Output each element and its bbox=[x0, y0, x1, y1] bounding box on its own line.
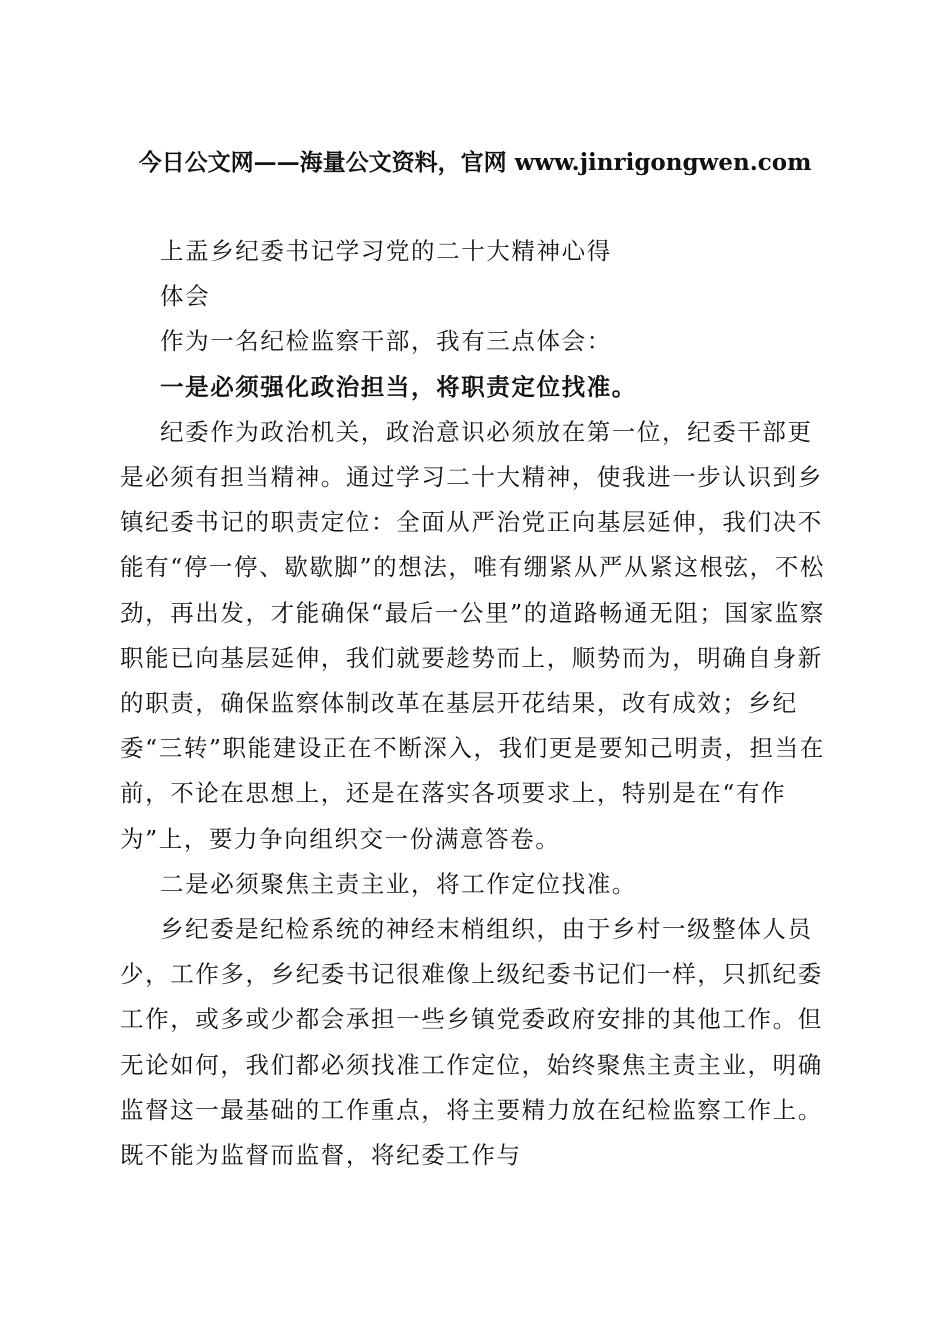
section-2-paragraph: 乡纪委是纪检系统的神经末梢组织，由于乡村一级整体人员少，工作多，乡纪委书记很难像上级纪委书记们一样，只抓纪委工作，或多或少都会承担一些乡镇党委政府安排的其他工作。但无论如何，我们都必须找准工作定位，始终聚焦主责主业，明确监督这一最基础的工作重点，将主要精力放在纪检监察工作上。既不能为监督而监督，将纪委工作与 bbox=[120, 915, 823, 1170]
section-1-paragraph: 纪委作为政治机关，政治意识必须放在第一位，纪委干部更是必须有担当精神。通过学习二十大精神，使我进一步认识到乡镇纪委书记的职责定位：全面从严治党正向基层延伸，我们决不能有“停一停、歇歇脚”的想法，唯有绷紧从严从紧这根弦，不松劲，再出发，才能确保“最后一公里”的道路畅通无阻；国家监察职能已向基层延伸，我们就要趁势而上，顺势而为，明确自身新的职责，确保监察体制改革在基层开花结果，改有成效；乡纪委“三转”职能建设正在不断深入，我们更是要知己明责，担当在前，不论在思想上，还是在落实各项要求上，特别是在“有作为”上，要力争向组织交一份满意答卷。 bbox=[120, 417, 825, 853]
document-title-line-2: 体会 bbox=[160, 282, 211, 311]
document-body bbox=[120, 229, 836, 1178]
intro-paragraph: 作为一名纪检监察干部，我有三点体会： bbox=[160, 327, 612, 356]
document-title-line-1: 上盂乡纪委书记学习党的二十大精神心得 bbox=[160, 237, 612, 265]
section-2-heading: 二是必须聚焦主责主业，将工作定位找准。 bbox=[160, 869, 637, 898]
section-1-heading: 一是必须强化政治担当，将职责定位找准。 bbox=[160, 372, 637, 401]
site-banner: 今日公文网——海量公文资料，官网 www.jinrigongwen.com bbox=[138, 149, 812, 176]
